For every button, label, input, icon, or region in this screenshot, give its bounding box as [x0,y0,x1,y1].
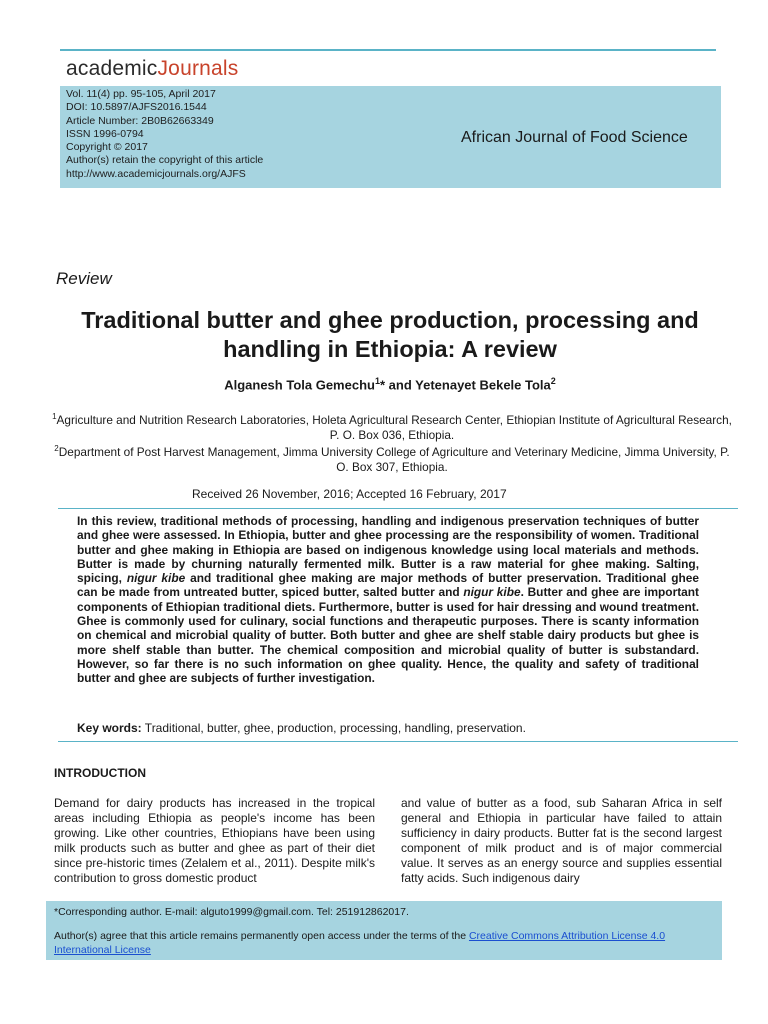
affiliation-1 [52,410,732,442]
author-affil-ref: 1 [374,376,380,386]
author-affil-ref: 2 [550,376,556,386]
meta-copyright: Copyright © 2017 [66,141,148,154]
body-column-right: and value of butter as a food, sub Saharan Africa in self general and Ethiopia in particular have failed to attain sufficiency in dairy products. Butter fat is the second largest component of milk product and is of major commercial value. It serves as an energy source and supplies essential fatty acids. Such indigenous dairy [401,796,722,885]
abstract-bottom-rule [58,741,738,742]
article-metadata [66,88,263,181]
meta-rights: Author(s) retain the copyright of this article [66,154,264,167]
affiliation-number: 2 [54,444,59,454]
author-name: Yetenayet Bekele Tola [415,377,551,393]
article-type: Review [56,269,112,288]
abstract-text: and traditional ghee making are major methods of butter preservation. Traditional ghee can be made from untreated butter, spiced butter, salted butter and [77,571,699,600]
author-name: Alganesh Tola Gemechu [224,377,375,393]
abstract-text: . Butter and ghee are important components of Ethiopian traditional diets. Furthermore, butter is used for hair dressing and wound treatment. Ghee is commonly used for culinary, social functions and therapeutic purposes. There is scanty information on chemical and microbial quality of butter. Both butter and ghee are shelf stable dairy products but ghee is more shelf stable than butter. The chemical composition and microbial quality of butter is substandard. However, so far there is no such information on ghee quality. Hence, the quality and safety of traditional butter and ghee are subjects of further investigation. [77,585,699,686]
paper-title: Traditional butter and ghee production, processing and handling in Ethiopia: A review [81,307,699,362]
body-column-left: Demand for dairy products has increased in the tropical areas including Ethiopia as people's income has been growing. Like other countries, Ethiopians have been using milk products such as butter and ghee as part of their diet since pre-historic times (Zelalem et al., 2011). Despite milk's contribution to gross domestic product [54,796,375,885]
publisher-logo [66,57,238,81]
received-dates: Received 26 November, 2016; Accepted 16 February, 2017 [192,487,507,501]
meta-doi: DOI: 10.5897/AJFS2016.1544 [66,101,207,114]
affiliation-2 [52,442,732,474]
license-note [54,929,716,958]
abstract-text: In this review, traditional methods of processing, handling and indigenous preservation techniques of butter and ghee were assessed. In Ethiopia, butter and ghee processing are the responsibility of women. Traditional butter and ghee making in Ethiopia are based on indigenous knowledge using local materials and methods. Butter is made by churning naturally fermented milk. Butter is a raw material for ghee making. Salting, spicing, [77,514,699,586]
logo-part-journals: Journals [157,57,239,80]
corresponding-mark: * [379,377,386,393]
section-heading: INTRODUCTION [54,766,146,780]
meta-url[interactable]: http://www.academicjournals.org/AJFS [66,167,246,180]
license-text: Author(s) agree that this article remains permanently open access under the terms of the [54,930,469,942]
journal-name: African Journal of Food Science [461,129,688,146]
meta-volume: Vol. 11(4) pp. 95-105, April 2017 [66,88,216,100]
affiliations [52,410,732,474]
keywords [77,721,526,735]
abstract [77,514,699,686]
author-line [40,376,740,392]
license-link[interactable]: Creative Commons Attribution License 4.0 International License [54,930,666,957]
affiliation-text: Agriculture and Nutrition Research Laboratories, Holeta Agricultural Research Center, Ethiopian Institute of Agricultural Research, P. O. Box 036, Ethiopia. [56,412,732,442]
logo-part-academic: academic [66,57,158,80]
author-connector: and [385,377,416,393]
abstract-top-rule [58,508,738,509]
keywords-label: Key words: [77,721,142,735]
abstract-term: nigur kibe [463,585,521,600]
abstract-term: nigur kibe [126,571,186,586]
affiliation-text: Department of Post Harvest Management, Jimma University College of Agriculture and Veterinary Medicine, Jimma University, P. O. Box 307, Ethiopia. [58,445,730,474]
header-rule [60,49,716,51]
meta-issn: ISSN 1996-0794 [66,127,144,140]
affiliation-number: 1 [52,412,57,421]
corresponding-author: *Corresponding author. E-mail: alguto1999@gmail.com. Tel: 251912862017. [54,906,409,918]
meta-article-number: Article Number: 2B0B62663349 [66,114,214,127]
keywords-text: Traditional, butter, ghee, production, processing, handling, preservation. [141,721,526,735]
